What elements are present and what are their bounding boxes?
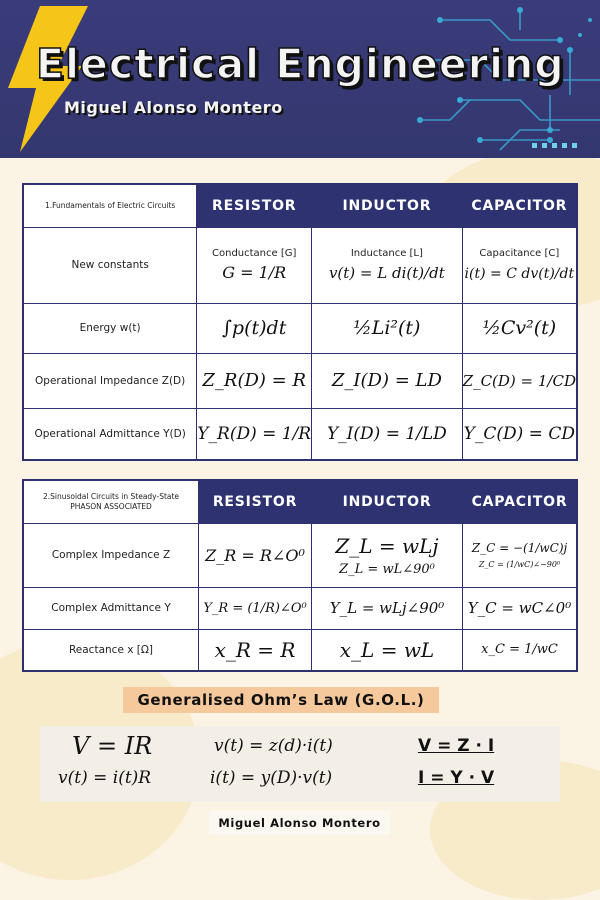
table-row	[23, 227, 577, 303]
table-row	[23, 587, 577, 629]
formula-cell: Y_I(D) = 1/LD	[312, 408, 463, 460]
formula-cell: x_R = R	[199, 629, 312, 671]
phasor-equation: I = Y · V	[418, 768, 495, 788]
table-row	[23, 303, 577, 353]
phasor-equation: V = Z · I	[418, 736, 495, 756]
constant-name: Inductance [L]	[350, 248, 423, 259]
formula-cell	[462, 227, 577, 303]
formula-cell	[312, 523, 463, 587]
column-header-resistor: RESISTOR	[197, 184, 312, 227]
formula-cell: Y_R(D) = 1/R	[197, 408, 312, 460]
column-header-capacitor: CAPACITOR	[462, 184, 577, 227]
formula: v(t) = L di(t)/dt	[328, 264, 445, 282]
formula: Z_L = wLj	[335, 533, 439, 558]
formula-cell	[197, 227, 312, 303]
constant-name: Capacitance [C]	[479, 248, 560, 259]
row-label: New constants	[23, 227, 197, 303]
table-title	[23, 480, 199, 523]
formula-cell	[312, 227, 463, 303]
table-title: 1.Fundamentals of Electric Circuits	[23, 184, 197, 227]
row-label: Reactance x [Ω]	[23, 629, 199, 671]
formula: Z_C = −(1/wC)j	[471, 541, 568, 555]
column-header-capacitor: CAPACITOR	[463, 480, 578, 523]
equation: V = IR	[72, 732, 153, 760]
column-header-resistor: RESISTOR	[199, 480, 312, 523]
row-label: Complex Impedance Z	[23, 523, 199, 587]
formula-cell	[463, 523, 578, 587]
formula-cell: x_C = 1/wC	[463, 629, 578, 671]
formula-cell: ½Cv²(t)	[462, 303, 577, 353]
row-label: Operational Admittance Y(D)	[23, 408, 197, 460]
header-banner	[0, 0, 600, 158]
row-label: Energy w(t)	[23, 303, 197, 353]
equation: i(t) = y(D)·v(t)	[210, 768, 333, 788]
page-title: Electrical Engineering	[36, 40, 565, 88]
formula-cell: Y_C(D) = CD	[462, 408, 577, 460]
formula: i(t) = C dv(t)/dt	[464, 266, 575, 282]
formula-cell: Y_R = (1/R)∠O⁰	[199, 587, 312, 629]
sinusoidal-table	[22, 479, 578, 672]
table-row	[23, 408, 577, 460]
table-row	[23, 629, 577, 671]
footer-author: Miguel Alonso Montero	[209, 811, 390, 835]
formula-cell: Y_C = wC∠0⁰	[463, 587, 578, 629]
table-row	[23, 523, 577, 587]
formula-cell: ½Li²(t)	[312, 303, 463, 353]
formula: G = 1/R	[222, 263, 287, 282]
formula-cell: x_L = wL	[312, 629, 463, 671]
table-subtitle: PHASON ASSOCIATED	[70, 501, 152, 511]
fundamentals-table	[22, 183, 578, 461]
formula: Z_L = wL∠90⁰	[339, 561, 435, 577]
gol-heading: Generalised Ohm’s Law (G.O.L.)	[123, 687, 439, 713]
author-name: Miguel Alonso Montero	[64, 98, 283, 117]
row-label: Operational Impedance Z(D)	[23, 353, 197, 408]
table-row	[23, 353, 577, 408]
formula-cell: Z_C(D) = 1/CD	[462, 353, 577, 408]
formula-cell: Z_I(D) = LD	[312, 353, 463, 408]
formula-cell: ∫p(t)dt	[197, 303, 312, 353]
formula-cell: Z_R = R∠O⁰	[199, 523, 312, 587]
constant-name: Conductance [G]	[212, 248, 297, 259]
equation: v(t) = z(d)·i(t)	[214, 736, 333, 756]
column-header-inductor: INDUCTOR	[312, 184, 463, 227]
equation: v(t) = i(t)R	[58, 768, 152, 788]
column-header-inductor: INDUCTOR	[312, 480, 463, 523]
table-title-line: 2.Sinusoidal Circuits in Steady-State	[42, 491, 180, 501]
gol-equations-panel	[40, 726, 560, 802]
formula-cell: Z_R(D) = R	[197, 353, 312, 408]
row-label: Complex Admittance Y	[23, 587, 199, 629]
formula: Z_C = (1/wC)∠−90⁰	[478, 560, 561, 569]
formula-cell: Y_L = wLj∠90⁰	[312, 587, 463, 629]
